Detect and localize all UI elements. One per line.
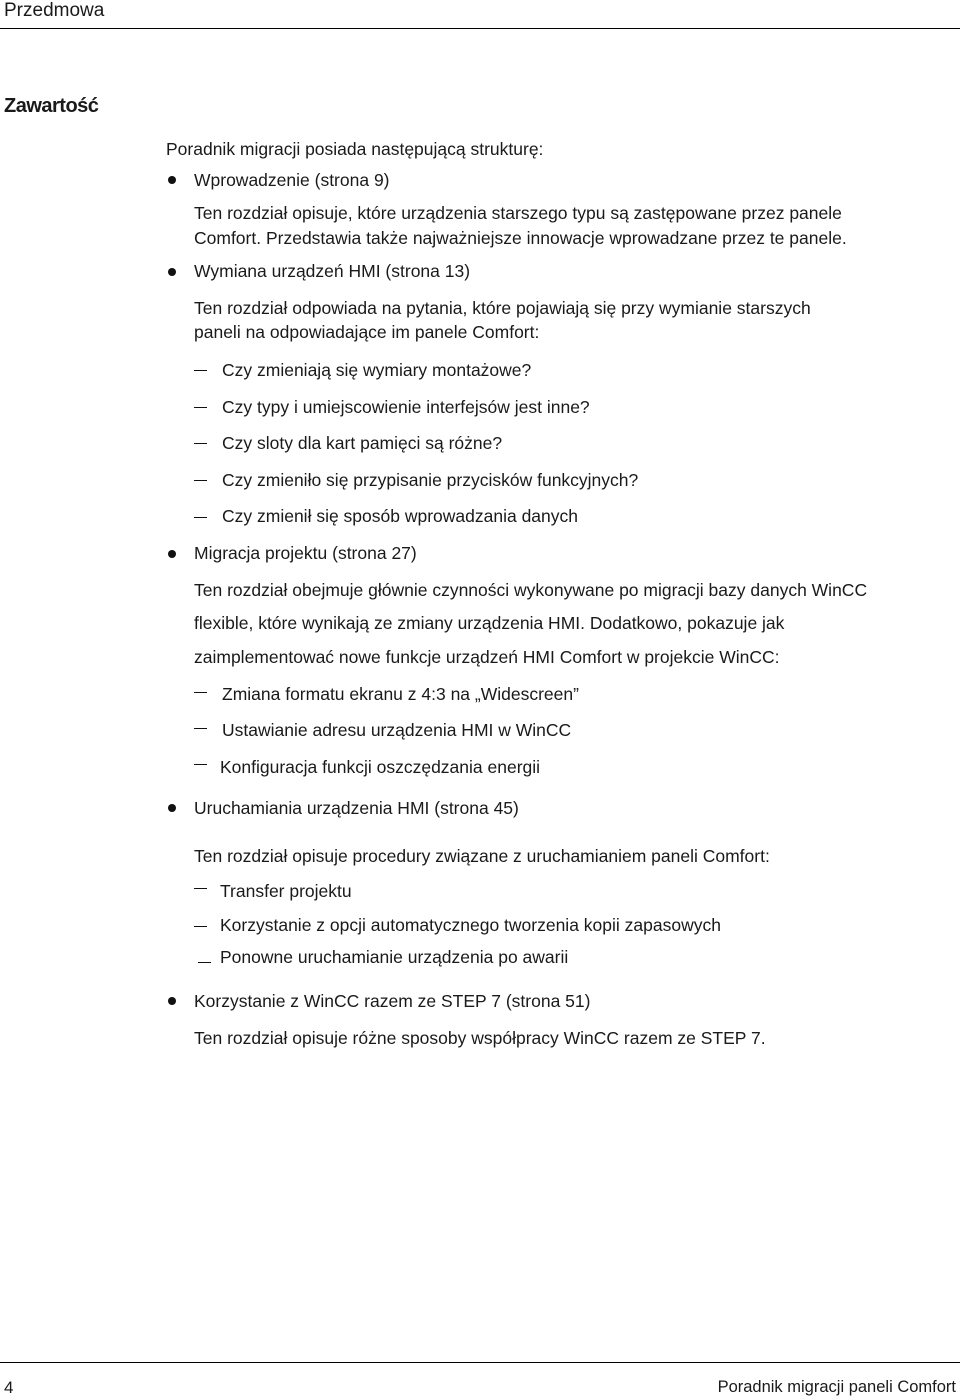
- bullet-icon: [168, 804, 176, 812]
- bullet-icon: [168, 997, 176, 1005]
- item-desc-line: Ten rozdział odpowiada na pytania, które pojawiają się przy wymianie starszych: [194, 298, 811, 318]
- sub-item: Czy zmieniają się wymiary montażowe?: [222, 360, 532, 380]
- item-desc-line: Ten rozdział opisuje, które urządzenia starszego typu są zastępowane przez panele: [194, 203, 842, 223]
- bullet-icon: [168, 268, 176, 276]
- item-desc-line: paneli na odpowiadające im panele Comfort:: [194, 322, 540, 342]
- footer-rule: [0, 1362, 960, 1363]
- dash-icon: [194, 926, 207, 927]
- intro-text: Poradnik migracji posiada następującą strukturę:: [166, 139, 544, 159]
- item-desc-line: Ten rozdział opisuje różne sposoby współpracy WinCC razem ze STEP 7.: [194, 1028, 766, 1048]
- sub-item: Ponowne uruchamianie urządzenia po awarii: [220, 947, 569, 967]
- dash-icon: [194, 407, 207, 408]
- running-header-title: Przedmowa: [4, 0, 105, 21]
- sub-item: Korzystanie z opcji automatycznego tworzenia kopii zapasowych: [220, 915, 721, 935]
- sub-item: Czy zmieniło się przypisanie przycisków funkcyjnych?: [222, 470, 639, 490]
- bullet-icon: [168, 176, 176, 184]
- item-title-project-migration: Migracja projektu (strona 27): [194, 543, 417, 563]
- item-desc-line: Ten rozdział opisuje procedury związane z uruchamianiem paneli Comfort:: [194, 846, 770, 866]
- sub-item: Konfiguracja funkcji oszczędzania energii: [220, 757, 541, 777]
- dash-icon: [194, 443, 207, 444]
- footer-doc-title: Poradnik migracji paneli Comfort: [717, 1378, 956, 1396]
- dash-icon: [198, 962, 211, 963]
- dash-icon: [194, 480, 207, 481]
- sub-item: Czy typy i umiejscowienie interfejsów jest inne?: [222, 397, 590, 417]
- dash-icon: [194, 517, 207, 518]
- sub-item: Czy zmienił się sposób wprowadzania danych: [222, 506, 579, 526]
- bullet-icon: [168, 550, 176, 558]
- item-title-hmi-replacement: Wymiana urządzeń HMI (strona 13): [194, 261, 471, 281]
- item-desc-line: flexible, które wynikają ze zmiany urządzenia HMI. Dodatkowo, pokazuje jak: [194, 613, 785, 633]
- header-rule: [0, 28, 960, 29]
- item-title-introduction: Wprowadzenie (strona 9): [194, 170, 390, 190]
- dash-icon: [194, 370, 207, 371]
- dash-icon: [194, 692, 207, 693]
- sub-item: Zmiana formatu ekranu z 4:3 na „Widescreen”: [222, 684, 579, 704]
- dash-icon: [194, 888, 207, 889]
- dash-icon: [194, 728, 207, 729]
- sub-item: Ustawianie adresu urządzenia HMI w WinCC: [222, 720, 572, 740]
- dash-icon: [194, 764, 207, 765]
- sub-item: Czy sloty dla kart pamięci są różne?: [222, 433, 503, 453]
- sub-item: Transfer projektu: [220, 881, 352, 901]
- item-title-commissioning: Uruchamiania urządzenia HMI (strona 45): [194, 798, 519, 818]
- item-desc-line: zaimplementować nowe funkcje urządzeń HMI Comfort w projekcie WinCC:: [194, 647, 780, 667]
- item-desc-line: Ten rozdział obejmuje głównie czynności wykonywane po migracji bazy danych WinCC: [194, 580, 868, 600]
- page-number: 4: [4, 1378, 14, 1397]
- item-desc-line: Comfort. Przedstawia także najważniejsze innowacje wprowadzane przez te panele.: [194, 228, 847, 248]
- item-title-step7: Korzystanie z WinCC razem ze STEP 7 (strona 51): [194, 991, 591, 1011]
- section-title: Zawartość: [4, 95, 99, 117]
